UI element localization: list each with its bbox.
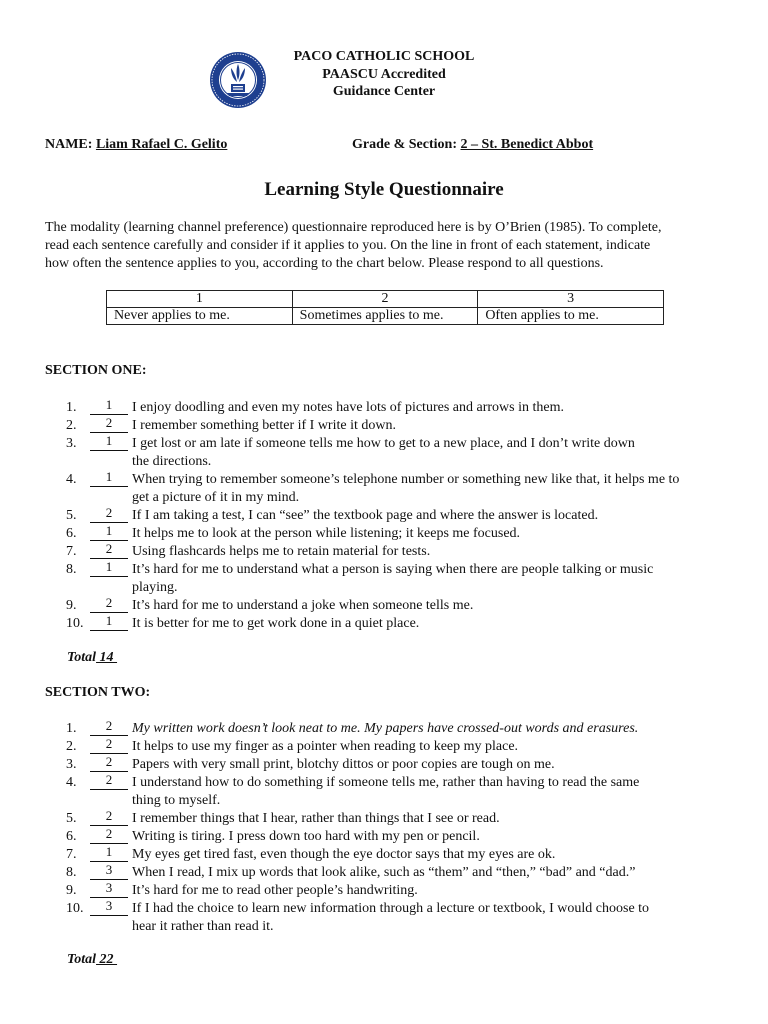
section-total	[67, 952, 117, 968]
question-number: 1.	[66, 400, 77, 415]
question-text: thing to myself.	[132, 793, 221, 808]
name-label: NAME:	[45, 137, 93, 152]
question-text: It’s hard for me to understand what a person is saying when there are people talking or music	[132, 562, 654, 577]
scale-number: 3	[478, 291, 664, 308]
grade-label: Grade & Section:	[352, 137, 457, 152]
intro-line: read each sentence carefully and consider if it applies to you. On the line in front of each statement, indicate	[45, 238, 651, 253]
question-number: 10.	[66, 616, 84, 631]
question-number: 7.	[66, 544, 77, 559]
question-text: My eyes get tired fast, even though the eye doctor says that my eyes are ok.	[132, 847, 556, 862]
answer-blank[interactable]: 2	[90, 594, 128, 613]
section-heading: SECTION ONE:	[45, 363, 147, 378]
intro-line: how often the sentence applies to you, according to the chart below. Please respond to all questions.	[45, 256, 604, 271]
question-text: It is better for me to get work done in a quiet place.	[132, 616, 420, 631]
question-text: It’s hard for me to understand a joke when someone tells me.	[132, 598, 474, 613]
question-number: 9.	[66, 598, 77, 613]
question-text: hear it rather than read it.	[132, 919, 274, 934]
question-text: It helps to use my finger as a pointer when reading to keep my place.	[132, 739, 519, 754]
intro-paragraph	[45, 219, 735, 273]
intro-line: The modality (learning channel preference) questionnaire reproduced here is by O’Brien (1985). To complete,	[45, 220, 662, 235]
student-name: Liam Rafael C. Gelito	[95, 137, 228, 152]
answer-blank[interactable]: 2	[90, 735, 128, 754]
question-number: 10.	[66, 901, 84, 916]
question-number: 5.	[66, 811, 77, 826]
answer-blank[interactable]: 2	[90, 807, 128, 826]
question-text: If I am taking a test, I can “see” the textbook page and where the answer is located.	[132, 508, 599, 523]
question-number: 8.	[66, 865, 77, 880]
question-number: 3.	[66, 436, 77, 451]
total-value: 22	[96, 952, 118, 967]
question-number: 9.	[66, 883, 77, 898]
answer-blank[interactable]: 1	[90, 612, 128, 631]
grade-section	[352, 137, 593, 153]
question-number: 2.	[66, 418, 77, 433]
scale-label: Often applies to me.	[478, 308, 664, 325]
grade-value: 2 – St. Benedict Abbot	[460, 137, 594, 152]
section-total	[67, 650, 117, 666]
school-seal-icon	[209, 51, 267, 109]
question-text: Using flashcards helps me to retain material for tests.	[132, 544, 431, 559]
question-text: playing.	[132, 580, 178, 595]
answer-blank[interactable]: 2	[90, 540, 128, 559]
answer-blank[interactable]: 2	[90, 414, 128, 433]
question-number: 2.	[66, 739, 77, 754]
student-info	[45, 137, 735, 153]
question-number: 4.	[66, 472, 77, 487]
question-text: I enjoy doodling and even my notes have lots of pictures and arrows in them.	[132, 400, 564, 415]
accreditation: PAASCU Accredited	[322, 66, 446, 82]
question-text: I remember things that I hear, rather than things that I see or read.	[132, 811, 500, 826]
section-heading: SECTION TWO:	[45, 685, 151, 700]
question-number: 6.	[66, 526, 77, 541]
answer-blank[interactable]: 1	[90, 468, 128, 487]
answer-blank[interactable]: 1	[90, 843, 128, 862]
question-text: When I read, I mix up words that look alike, such as “them” and “then,” “bad” and “dad.”	[132, 865, 636, 880]
question-number: 1.	[66, 721, 77, 736]
scale-label: Never applies to me.	[107, 308, 293, 325]
question-number: 3.	[66, 757, 77, 772]
question-text: the directions.	[132, 454, 212, 469]
question-text: I get lost or am late if someone tells me how to get to a new place, and I don’t write down	[132, 436, 635, 451]
scale-number: 2	[292, 291, 478, 308]
school-name: PACO CATHOLIC SCHOOL	[293, 49, 475, 64]
question-number: 8.	[66, 562, 77, 577]
answer-blank[interactable]: 2	[90, 771, 128, 790]
answer-blank[interactable]: 1	[90, 432, 128, 451]
answer-blank[interactable]: 1	[90, 522, 128, 541]
answer-blank[interactable]: 1	[90, 558, 128, 577]
school-header	[268, 48, 500, 101]
answer-blank[interactable]: 2	[90, 504, 128, 523]
question-text: It’s hard for me to read other people’s handwriting.	[132, 883, 418, 898]
scale-label-row	[107, 308, 664, 325]
answer-blank[interactable]: 2	[90, 753, 128, 772]
answer-blank[interactable]: 3	[90, 879, 128, 898]
answer-blank[interactable]: 1	[90, 396, 128, 415]
question-text: Writing is tiring. I press down too hard with my pen or pencil.	[132, 829, 480, 844]
answer-blank[interactable]: 3	[90, 897, 128, 916]
answer-blank[interactable]: 2	[90, 717, 128, 736]
question-text: My written work doesn’t look neat to me. My papers have crossed-out words and erasures.	[132, 721, 639, 736]
question-text: I remember something better if I write it down.	[132, 418, 396, 433]
department: Guidance Center	[332, 84, 436, 99]
question-number: 5.	[66, 508, 77, 523]
question-text: If I had the choice to learn new information through a lecture or textbook, I would choose to	[132, 901, 650, 916]
scale-number-row	[107, 291, 664, 308]
question-text: When trying to remember someone’s telephone number or something new like that, it helps me to	[132, 472, 680, 487]
page-title: Learning Style Questionnaire	[264, 179, 504, 200]
answer-blank[interactable]: 2	[90, 825, 128, 844]
scale-label: Sometimes applies to me.	[292, 308, 478, 325]
total-label: Total	[67, 650, 97, 665]
rating-scale-table	[106, 290, 664, 325]
question-number: 7.	[66, 847, 77, 862]
question-text: I understand how to do something if someone tells me, rather than having to read the same	[132, 775, 640, 790]
question-text: It helps me to look at the person while listening; it keeps me focused.	[132, 526, 521, 541]
scale-number: 1	[107, 291, 293, 308]
question-text: Papers with very small print, blotchy dittos or poor copies are tough on me.	[132, 757, 555, 772]
total-label: Total	[67, 952, 97, 967]
answer-blank[interactable]: 3	[90, 861, 128, 880]
question-number: 4.	[66, 775, 77, 790]
question-text: get a picture of it in my mind.	[132, 490, 300, 505]
question-number: 6.	[66, 829, 77, 844]
total-value: 14	[96, 650, 118, 665]
